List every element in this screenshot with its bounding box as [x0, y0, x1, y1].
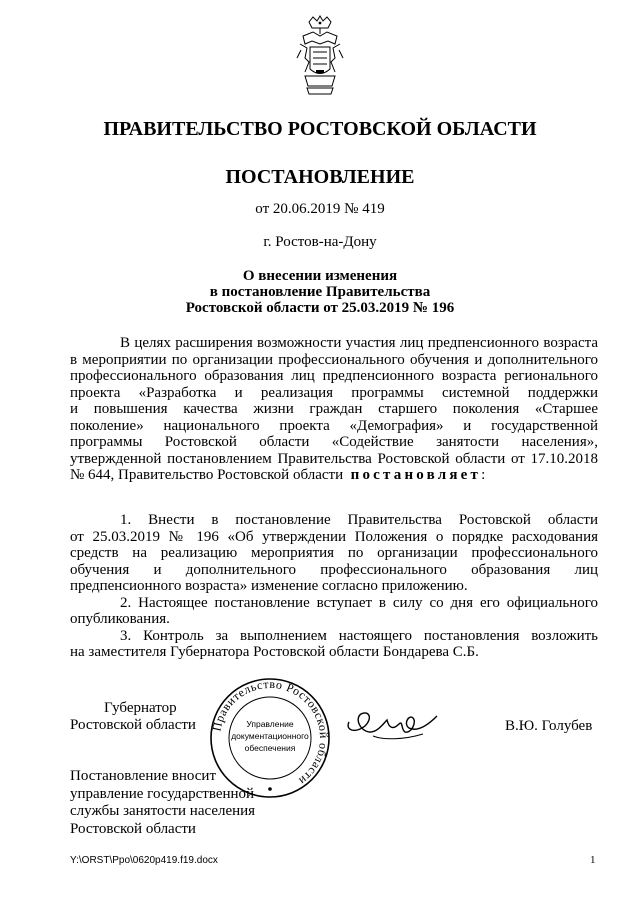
decree-word: постановляет [350, 467, 482, 483]
item-3-last-line: на заместителя Губернатора Ростовской области Бондарева С.Б. [70, 644, 479, 660]
preamble-paragraph [70, 335, 598, 484]
decree-items [70, 512, 598, 661]
preamble-line: профессионального образования лиц предпенсионного возраста регионального [70, 368, 598, 384]
preamble-line: и повышения качества жизни граждан старшего поколения «Старшее [70, 401, 598, 417]
item-1-line: средств на реализацию мероприятия по организации профессионального [70, 545, 598, 561]
subject-line: О внесении изменения [242, 268, 398, 284]
item-1-line: от 25.03.2019 № 196 «Об утверждении Положения о порядке расходования [70, 528, 598, 545]
note-line: Постановление вносит [70, 768, 217, 784]
stamp-ring-text: Правительство Ростовской области [209, 676, 332, 789]
stamp-inner-line: документационного [231, 731, 309, 741]
preamble-line: проекта «Разработка и реализация программы системной поддержки [70, 384, 598, 401]
subject-line: в постановление Правительства [209, 284, 431, 300]
signatory-title-line: Ростовской области [70, 717, 196, 733]
document-date-number: от 20.06.2019 № 419 [255, 201, 385, 217]
item-2-last-line: опубликования. [70, 611, 170, 627]
document-city: г. Ростов-на-Дону [263, 234, 377, 250]
preamble-line: утвержденной постановлением Правительства Ростовской области от 17.10.2018 [70, 450, 598, 467]
note-line: Ростовской области [70, 820, 196, 837]
document-subject [0, 268, 640, 316]
handwritten-signature [343, 700, 441, 746]
preamble-line: В целях расширения возможности участия лиц предпенсионного возраста [120, 335, 598, 351]
note-line: службы занятости населения [70, 803, 256, 819]
submitted-by-note [70, 768, 255, 838]
item-3-line: 3. Контроль за выполнением настоящего постановления возложить [120, 627, 598, 644]
preamble-line: в мероприятии по организации профессионального обучения и дополнительного [70, 351, 598, 368]
subject-line: Ростовской области от 25.03.2019 № 196 [185, 300, 455, 316]
item-1-line: 1. Внести в постановление Правительства Ростовской области [120, 512, 598, 528]
preamble-line: поколение» национального проекта «Демография» и государственной [70, 417, 598, 434]
document-type: ПОСТАНОВЛЕНИЕ [225, 166, 415, 188]
page-number: 1 [590, 854, 596, 866]
stamp-inner-line: Управление [246, 719, 294, 729]
item-1-line: обучения и дополнительного профессионального образования лиц [70, 561, 598, 578]
item-1-last-line: предпенсионного возраста» изменение согласно приложению. [70, 578, 468, 594]
note-line: управление государственной [70, 785, 255, 802]
stamp-inner-line: обеспечения [244, 743, 296, 753]
coat-of-arms-icon [295, 14, 345, 96]
item-2-line: 2. Настоящее постановление вступает в силу со дня его официального [120, 594, 598, 611]
signatory-name: В.Ю. Голубев [505, 718, 593, 734]
footer-file-path: Y:\ORST\Ppo\0620p419.f19.docx [70, 855, 218, 866]
organization-title: ПРАВИТЕЛЬСТВО РОСТОВСКОЙ ОБЛАСТИ [103, 118, 537, 140]
preamble-last-text: № 644, Правительство Ростовской области [70, 467, 344, 483]
preamble-last-line [70, 467, 598, 484]
preamble-line: программы Ростовской области «Содействие занятости населения», [70, 434, 598, 450]
signatory-title [70, 700, 196, 734]
signatory-title-line: Губернатор [104, 700, 177, 716]
decree-colon: : [481, 467, 486, 483]
